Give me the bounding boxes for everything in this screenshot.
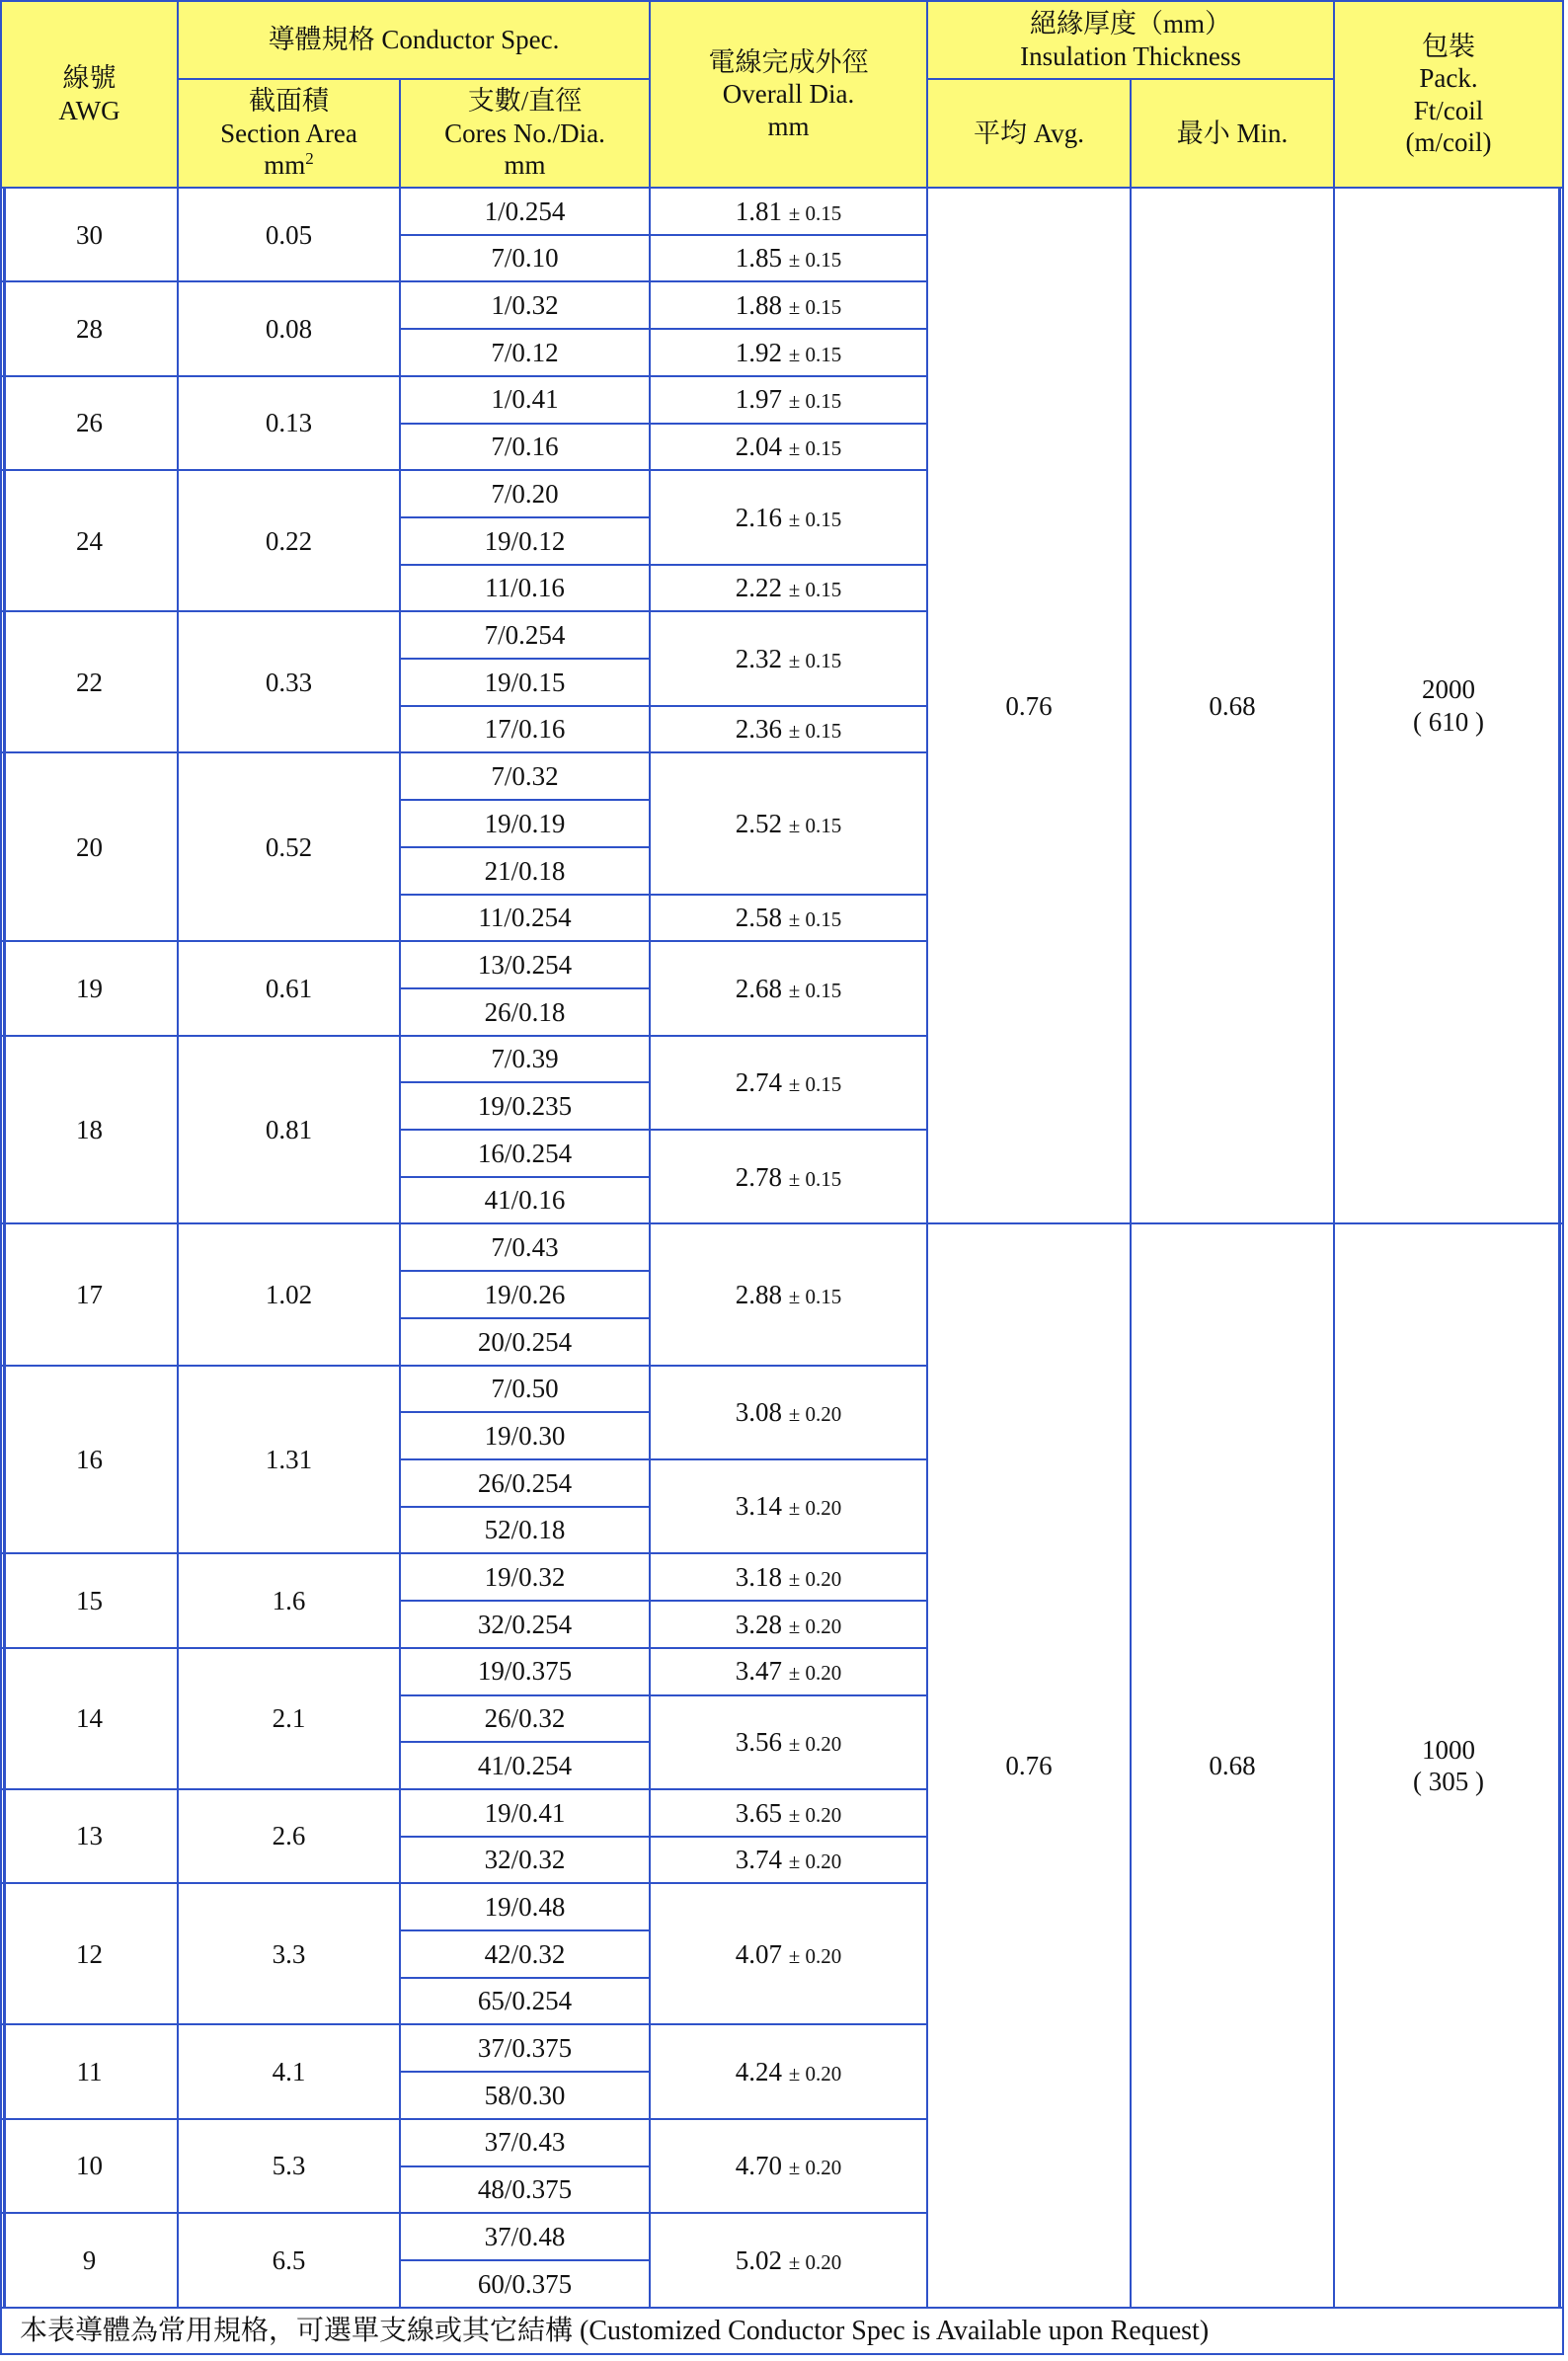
section-area-cell: 0.81 [178,1036,400,1224]
header-pack-unit1: Ft/coil [1413,95,1484,125]
dia-tolerance: ± 0.20 [788,1802,842,1827]
overall-dia-cell [650,1601,927,1648]
section-area-cell: 0.52 [178,752,400,941]
dia-value: 3.18 [735,1562,782,1593]
cores-cell: 21/0.18 [400,847,650,895]
header-awg-zh: 線號 [62,63,117,94]
awg-cell: 14 [1,1648,178,1789]
overall-dia-cell [650,329,927,376]
footer-note: 本表導體為常用規格，可選單支線或其它結構 (Customized Conductor Spec is Available upon Request) [1,2308,1563,2354]
cores-cell: 32/0.254 [400,1601,650,1648]
header-cores-unit: mm [504,150,546,181]
header-awg-en: AWG [58,95,120,125]
dia-tolerance: ± 0.15 [788,436,842,461]
dia-value: 5.02 [735,2244,782,2275]
dia-tolerance: ± 0.15 [788,248,842,273]
cores-cell: 19/0.26 [400,1271,650,1318]
dia-tolerance: ± 0.15 [788,342,842,366]
dia-value: 3.65 [735,1797,782,1828]
awg-cell: 9 [1,2213,178,2308]
dia-value: 2.36 [735,714,782,745]
overall-dia-cell [650,1130,927,1223]
dia-tolerance: ± 0.15 [788,507,842,531]
table-row [1,188,1563,235]
overall-dia-cell [650,424,927,471]
overall-dia-cell [650,1789,927,1837]
cores-cell: 41/0.254 [400,1742,650,1789]
awg-cell: 22 [1,611,178,752]
awg-cell: 18 [1,1036,178,1224]
section-area-cell: 0.61 [178,941,400,1035]
cores-cell: 41/0.16 [400,1177,650,1224]
header-cores-en: Cores No./Dia. [444,118,605,148]
dia-tolerance: ± 0.15 [788,907,842,932]
awg-cell: 15 [1,1553,178,1647]
dia-tolerance: ± 0.20 [788,1402,842,1427]
section-area-cell: 1.31 [178,1366,400,1554]
overall-dia-cell [650,895,927,942]
section-area-cell: 1.6 [178,1553,400,1647]
header-avg: 平均 Avg. [927,79,1131,188]
overall-dia-cell [650,1648,927,1695]
section-area-cell: 0.05 [178,188,400,281]
header-section-en: Section Area [220,118,357,148]
overall-dia-cell [650,188,927,235]
header-pack [1334,1,1563,188]
dia-value: 1.97 [735,384,782,415]
cores-cell: 60/0.375 [400,2260,650,2308]
dia-value: 1.92 [735,337,782,367]
dia-tolerance: ± 0.15 [788,978,842,1002]
cores-cell: 19/0.235 [400,1082,650,1130]
dia-tolerance: ± 0.20 [788,1661,842,1686]
cores-cell: 7/0.254 [400,611,650,659]
pack-cell [1334,188,1563,1223]
dia-value: 1.81 [735,196,782,226]
cores-cell: 13/0.254 [400,941,650,988]
header-pack-en: Pack. [1419,63,1478,94]
insulation-avg-cell: 0.76 [927,1223,1131,2308]
awg-cell: 16 [1,1366,178,1554]
header-min: 最小 Min. [1131,79,1334,188]
cores-cell: 65/0.254 [400,1978,650,2025]
cores-cell: 7/0.43 [400,1223,650,1271]
cores-cell: 7/0.12 [400,329,650,376]
insulation-min-cell: 0.68 [1131,188,1334,1223]
section-area-cell: 3.3 [178,1883,400,2024]
overall-dia-cell [650,1883,927,2024]
cores-cell: 7/0.39 [400,1036,650,1083]
dia-tolerance: ± 0.20 [788,1567,842,1592]
dia-tolerance: ± 0.20 [788,2156,842,2180]
header-conductor: 導體規格 Conductor Spec. [178,1,650,79]
section-area-cell: 0.13 [178,376,400,470]
cores-cell: 1/0.41 [400,376,650,424]
cores-cell: 48/0.375 [400,2166,650,2214]
overall-dia-cell [650,706,927,753]
overall-dia-cell [650,941,927,1035]
cores-cell: 7/0.50 [400,1366,650,1413]
header-section-unit: $mm^2$ [264,149,314,181]
cores-cell: 7/0.16 [400,424,650,471]
dia-tolerance: ± 0.15 [788,813,842,837]
dia-tolerance: ± 0.15 [788,719,842,744]
cores-cell: 37/0.375 [400,2024,650,2072]
cores-cell: 19/0.30 [400,1412,650,1459]
pack-ft: 2000 [1422,674,1476,705]
header-pack-zh: 包裝 [1422,31,1476,61]
dia-tolerance: ± 0.20 [788,2061,842,2086]
header-pack-unit2: (m/coil) [1405,126,1492,157]
overall-dia-cell [650,1459,927,1553]
dia-value: 4.70 [735,2151,782,2181]
awg-cell: 12 [1,1883,178,2024]
dia-tolerance: ± 0.15 [788,1072,842,1097]
cores-cell: 19/0.41 [400,1789,650,1837]
dia-value: 3.47 [735,1656,782,1687]
overall-dia-cell [650,565,927,612]
dia-value: 3.74 [735,1845,782,1875]
dia-value: 2.68 [735,973,782,1003]
cores-cell: 20/0.254 [400,1318,650,1366]
dia-value: 3.28 [735,1609,782,1639]
insulation-avg-cell: 0.76 [927,188,1131,1223]
dia-value: 2.88 [735,1279,782,1309]
section-area-cell: 1.02 [178,1223,400,1365]
awg-cell: 28 [1,281,178,375]
section-area-cell: 2.6 [178,1789,400,1883]
awg-cell: 17 [1,1223,178,1365]
dia-tolerance: ± 0.15 [788,648,842,672]
awg-cell: 20 [1,752,178,941]
overall-dia-cell [650,611,927,705]
cores-cell: 11/0.254 [400,895,650,942]
section-area-cell: 6.5 [178,2213,400,2308]
cores-cell: 42/0.32 [400,1930,650,1978]
dia-value: 2.78 [735,1161,782,1192]
cores-cell: 26/0.254 [400,1459,650,1507]
cores-cell: 58/0.30 [400,2072,650,2119]
header-awg [1,1,178,188]
dia-tolerance: ± 0.15 [788,389,842,414]
header-overall-unit: mm [767,111,810,141]
overall-dia-cell [650,2119,927,2213]
header-section-area [178,79,400,188]
header-cores-zh: 支數/直徑 [467,86,583,117]
cores-cell: 52/0.18 [400,1507,650,1554]
overall-dia-cell [650,376,927,424]
header-overall-zh: 電線完成外徑 [708,46,869,77]
cores-cell: 17/0.16 [400,706,650,753]
cores-cell: 7/0.20 [400,470,650,517]
cores-cell: 7/0.32 [400,752,650,800]
section-area-cell: 0.22 [178,470,400,611]
dia-tolerance: ± 0.15 [788,295,842,320]
pack-m: ( 305 ) [1413,1767,1485,1797]
dia-value: 3.08 [735,1397,782,1428]
dia-value: 2.22 [735,573,782,603]
overall-dia-cell [650,470,927,564]
dia-tolerance: ± 0.15 [788,200,842,225]
overall-dia-cell [650,235,927,282]
cores-cell: 19/0.12 [400,517,650,565]
dia-value: 4.07 [735,1938,782,1969]
dia-tolerance: ± 0.20 [788,1732,842,1756]
dia-value: 2.74 [735,1067,782,1098]
awg-cell: 19 [1,941,178,1035]
cores-cell: 19/0.375 [400,1648,650,1695]
dia-value: 1.88 [735,290,782,321]
header-overall-dia [650,1,927,188]
cores-cell: 1/0.254 [400,188,650,235]
dia-tolerance: ± 0.20 [788,1943,842,1968]
overall-dia-cell [650,1036,927,1130]
header-insulation [927,1,1334,79]
dia-value: 2.16 [735,502,782,532]
cores-cell: 19/0.15 [400,659,650,706]
header-cores [400,79,650,188]
dia-value: 2.58 [735,903,782,933]
header-section-zh: 截面積 [249,86,329,117]
overall-dia-cell [650,1837,927,1884]
pack-ft: 1000 [1422,1734,1476,1765]
insulation-min-cell: 0.68 [1131,1223,1334,2308]
overall-dia-cell [650,1366,927,1459]
overall-dia-cell [650,1223,927,1365]
dia-tolerance: ± 0.15 [788,1166,842,1191]
table-row [1,1223,1563,1271]
cores-cell: 19/0.19 [400,800,650,847]
section-area-cell: 4.1 [178,2024,400,2118]
overall-dia-cell [650,1695,927,1789]
pack-cell [1334,1223,1563,2308]
cores-cell: 26/0.18 [400,988,650,1036]
cores-cell: 32/0.32 [400,1837,650,1884]
dia-tolerance: ± 0.20 [788,1849,842,1874]
cores-cell: 1/0.32 [400,281,650,329]
table-body [1,188,1563,2308]
overall-dia-cell [650,281,927,329]
awg-cell: 10 [1,2119,178,2213]
section-area-cell: 2.1 [178,1648,400,1789]
dia-tolerance: ± 0.20 [788,2249,842,2274]
awg-cell: 13 [1,1789,178,1883]
dia-value: 3.56 [735,1727,782,1757]
overall-dia-cell [650,2213,927,2308]
dia-value: 4.24 [735,2056,782,2086]
awg-cell: 24 [1,470,178,611]
overall-dia-cell [650,2024,927,2118]
dia-value: 2.32 [735,643,782,673]
cores-cell: 26/0.32 [400,1695,650,1743]
overall-dia-cell [650,752,927,894]
cores-cell: 37/0.48 [400,2213,650,2260]
cores-cell: 16/0.254 [400,1130,650,1177]
dia-tolerance: ± 0.20 [788,1496,842,1521]
dia-tolerance: ± 0.15 [788,578,842,602]
dia-value: 3.14 [735,1491,782,1522]
dia-value: 2.52 [735,808,782,838]
section-area-cell: 0.33 [178,611,400,752]
cores-cell: 19/0.48 [400,1883,650,1930]
awg-cell: 11 [1,2024,178,2118]
overall-dia-cell [650,1553,927,1601]
awg-cell: 26 [1,376,178,470]
dia-tolerance: ± 0.15 [788,1284,842,1308]
cores-cell: 11/0.16 [400,565,650,612]
cores-cell: 7/0.10 [400,235,650,282]
dia-value: 2.04 [735,432,782,462]
header-insulation-en: Insulation Thickness [1020,40,1241,71]
cores-cell: 19/0.32 [400,1553,650,1601]
header-overall-en: Overall Dia. [722,79,855,110]
dia-tolerance: ± 0.20 [788,1613,842,1638]
header-insulation-zh: 絕緣厚度（mm） [1030,9,1232,39]
dia-value: 1.85 [735,243,782,274]
cores-cell: 37/0.43 [400,2119,650,2166]
section-area-cell: 5.3 [178,2119,400,2213]
awg-cell: 30 [1,188,178,281]
pack-m: ( 610 ) [1413,706,1485,737]
section-area-cell: 0.08 [178,281,400,375]
